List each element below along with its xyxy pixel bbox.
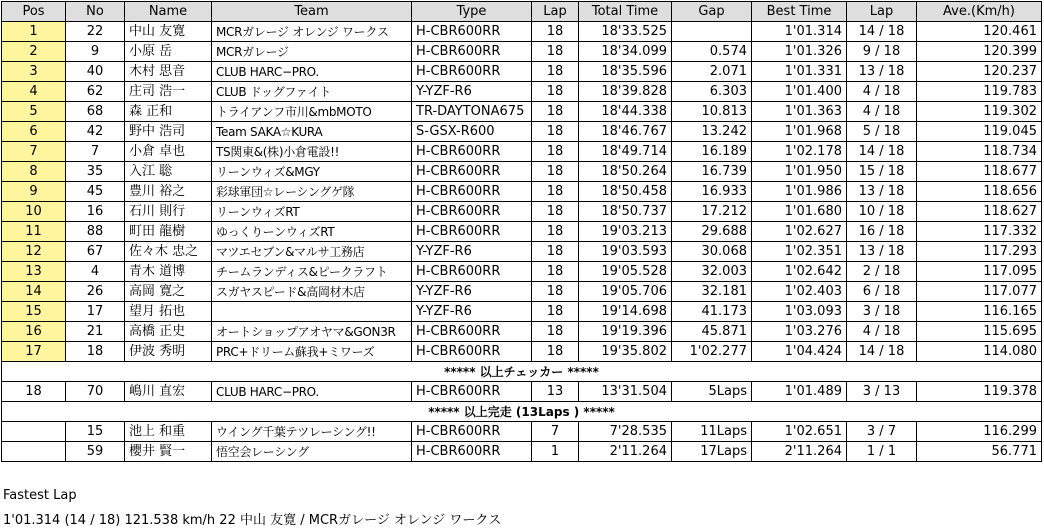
laps-cell: 18: [532, 42, 579, 62]
best-time-cell: 1'02.627: [752, 222, 847, 242]
total-time-cell: 19'05.706: [579, 282, 672, 302]
best-lap-cell: 2 / 18: [847, 262, 917, 282]
total-time-cell: 18'35.596: [579, 62, 672, 82]
table-row: [2, 282, 1042, 302]
column-header: Name: [125, 2, 212, 22]
number-cell: 4: [66, 262, 125, 282]
gap-cell: 13.242: [672, 122, 752, 142]
rider-name-cell: 池上 和重: [125, 422, 212, 442]
gap-cell: 41.173: [672, 302, 752, 322]
machine-type-cell: H-CBR600RR: [412, 342, 532, 362]
rider-name-cell: 野中 浩司: [125, 122, 212, 142]
rider-name-cell: 伊波 秀明: [125, 342, 212, 362]
column-header: Total Time: [579, 2, 672, 22]
total-time-cell: 13'31.504: [579, 382, 672, 402]
column-header: Gap: [672, 2, 752, 22]
machine-type-cell: H-CBR600RR: [412, 262, 532, 282]
results-body: [2, 22, 1042, 462]
best-lap-cell: 6 / 18: [847, 282, 917, 302]
team-cell: [212, 302, 412, 322]
team-cell: CLUB ドッグファイト: [212, 82, 412, 102]
fastest-lap-text: 1'01.314 (14 / 18) 121.538 km/h 22 中山 友寛 / MCRガレージ オレンジ ワークス: [3, 513, 502, 528]
average-speed-cell: 120.237: [917, 62, 1042, 82]
best-time-cell: 1'03.093: [752, 302, 847, 322]
best-lap-cell: 13 / 18: [847, 242, 917, 262]
best-time-cell: 1'02.178: [752, 142, 847, 162]
machine-type-cell: Y-YZF-R6: [412, 242, 532, 262]
best-lap-cell: 3 / 13: [847, 382, 917, 402]
best-time-cell: 1'01.400: [752, 82, 847, 102]
total-time-cell: 18'34.099: [579, 42, 672, 62]
best-time-cell: 1'02.351: [752, 242, 847, 262]
total-time-cell: 18'44.338: [579, 102, 672, 122]
laps-cell: 7: [532, 422, 579, 442]
best-lap-cell: 16 / 18: [847, 222, 917, 242]
machine-type-cell: H-CBR600RR: [412, 222, 532, 242]
best-lap-cell: 14 / 18: [847, 22, 917, 42]
position-cell: 9: [2, 182, 66, 202]
table-row: [2, 82, 1042, 102]
gap-cell: 17.212: [672, 202, 752, 222]
average-speed-cell: 118.656: [917, 182, 1042, 202]
gap-cell: 29.688: [672, 222, 752, 242]
number-cell: 7: [66, 142, 125, 162]
laps-cell: 18: [532, 262, 579, 282]
average-speed-cell: 120.399: [917, 42, 1042, 62]
machine-type-cell: TR-DAYTONA675: [412, 102, 532, 122]
team-cell: MCRガレージ オレンジ ワークス: [212, 22, 412, 42]
team-cell: チームランディス&ピークラフト: [212, 262, 412, 282]
laps-cell: 18: [532, 62, 579, 82]
rider-name-cell: 高岡 寛之: [125, 282, 212, 302]
total-time-cell: 19'35.802: [579, 342, 672, 362]
machine-type-cell: Y-YZF-R6: [412, 82, 532, 102]
position-cell: 3: [2, 62, 66, 82]
machine-type-cell: S-GSX-R600: [412, 122, 532, 142]
table-row: [2, 222, 1042, 242]
team-cell: TS関東&(株)小倉電設!!: [212, 142, 412, 162]
team-cell: トライアンフ市川&mbMOTO: [212, 102, 412, 122]
column-header: Team: [212, 2, 412, 22]
team-cell: スガヤスピード&高岡材木店: [212, 282, 412, 302]
average-speed-cell: 117.095: [917, 262, 1042, 282]
column-header: Lap: [532, 2, 579, 22]
best-lap-cell: 13 / 18: [847, 182, 917, 202]
separator-row: [2, 402, 1042, 422]
rider-name-cell: 木村 思音: [125, 62, 212, 82]
table-row: [2, 142, 1042, 162]
position-cell: 6: [2, 122, 66, 142]
rider-name-cell: 高橋 正史: [125, 322, 212, 342]
number-cell: 68: [66, 102, 125, 122]
total-time-cell: 7'28.535: [579, 422, 672, 442]
total-time-cell: 18'50.458: [579, 182, 672, 202]
table-row: [2, 62, 1042, 82]
laps-cell: 1: [532, 442, 579, 462]
best-time-cell: 1'01.363: [752, 102, 847, 122]
team-cell: PRC+ドリーム蘇我+ミワーズ: [212, 342, 412, 362]
laps-cell: 18: [532, 202, 579, 222]
best-time-cell: 1'04.424: [752, 342, 847, 362]
total-time-cell: 19'05.528: [579, 262, 672, 282]
total-time-cell: 18'39.828: [579, 82, 672, 102]
average-speed-cell: 115.695: [917, 322, 1042, 342]
position-cell: 16: [2, 322, 66, 342]
separator-row: [2, 362, 1042, 382]
machine-type-cell: H-CBR600RR: [412, 322, 532, 342]
number-cell: 18: [66, 342, 125, 362]
position-cell: 8: [2, 162, 66, 182]
total-time-cell: 19'03.593: [579, 242, 672, 262]
best-lap-cell: 3 / 18: [847, 302, 917, 322]
team-cell: MCRガレージ: [212, 42, 412, 62]
machine-type-cell: H-CBR600RR: [412, 182, 532, 202]
number-cell: 16: [66, 202, 125, 222]
machine-type-cell: H-CBR600RR: [412, 62, 532, 82]
number-cell: 17: [66, 302, 125, 322]
gap-cell: 16.189: [672, 142, 752, 162]
average-speed-cell: 118.627: [917, 202, 1042, 222]
column-header: Best Time: [752, 2, 847, 22]
gap-cell: 2.071: [672, 62, 752, 82]
average-speed-cell: 119.302: [917, 102, 1042, 122]
average-speed-cell: 119.045: [917, 122, 1042, 142]
rider-name-cell: 青木 道博: [125, 262, 212, 282]
separator-label: ***** 以上完走 (13Laps ) *****: [2, 402, 1042, 422]
laps-cell: 18: [532, 342, 579, 362]
rider-name-cell: 嶋川 直宏: [125, 382, 212, 402]
table-row: [2, 42, 1042, 62]
gap-cell: 6.303: [672, 82, 752, 102]
laps-cell: 13: [532, 382, 579, 402]
machine-type-cell: H-CBR600RR: [412, 162, 532, 182]
best-time-cell: 1'02.651: [752, 422, 847, 442]
gap-cell: 1'02.277: [672, 342, 752, 362]
gap-cell: 16.739: [672, 162, 752, 182]
position-cell: 13: [2, 262, 66, 282]
number-cell: 9: [66, 42, 125, 62]
position-cell: 4: [2, 82, 66, 102]
best-time-cell: 1'01.326: [752, 42, 847, 62]
machine-type-cell: H-CBR600RR: [412, 382, 532, 402]
number-cell: 45: [66, 182, 125, 202]
best-lap-cell: 14 / 18: [847, 342, 917, 362]
position-cell: 11: [2, 222, 66, 242]
best-lap-cell: 3 / 7: [847, 422, 917, 442]
gap-cell: 17Laps: [672, 442, 752, 462]
laps-cell: 18: [532, 142, 579, 162]
average-speed-cell: 118.677: [917, 162, 1042, 182]
team-cell: CLUB HARC−PRO.: [212, 62, 412, 82]
column-header: No: [66, 2, 125, 22]
average-speed-cell: 119.783: [917, 82, 1042, 102]
machine-type-cell: H-CBR600RR: [412, 22, 532, 42]
table-row: [2, 342, 1042, 362]
number-cell: 88: [66, 222, 125, 242]
rider-name-cell: 中山 友寛: [125, 22, 212, 42]
total-time-cell: 19'19.396: [579, 322, 672, 342]
position-cell: 14: [2, 282, 66, 302]
gap-cell: 5Laps: [672, 382, 752, 402]
team-cell: マツエセブン&マルサ工務店: [212, 242, 412, 262]
average-speed-cell: 117.077: [917, 282, 1042, 302]
table-row: [2, 182, 1042, 202]
column-header: Lap: [847, 2, 917, 22]
separator-label: ***** 以上チェッカー *****: [2, 362, 1042, 382]
team-cell: ゆっくりーンウィズRT: [212, 222, 412, 242]
table-row: [2, 202, 1042, 222]
total-time-cell: 18'33.525: [579, 22, 672, 42]
total-time-cell: 2'11.264: [579, 442, 672, 462]
gap-cell: 11Laps: [672, 422, 752, 442]
best-time-cell: 1'01.950: [752, 162, 847, 182]
laps-cell: 18: [532, 222, 579, 242]
position-cell: [2, 422, 66, 442]
gap-cell: 32.181: [672, 282, 752, 302]
position-cell: 1: [2, 22, 66, 42]
position-cell: 5: [2, 102, 66, 122]
position-cell: 15: [2, 302, 66, 322]
average-speed-cell: 119.378: [917, 382, 1042, 402]
rider-name-cell: 小原 岳: [125, 42, 212, 62]
team-cell: 悟空会レーシング: [212, 442, 412, 462]
gap-cell: 16.933: [672, 182, 752, 202]
team-cell: オートショップアオヤマ&GON3R: [212, 322, 412, 342]
best-lap-cell: 4 / 18: [847, 102, 917, 122]
team-cell: 彩球軍団☆レーシングゲ隊: [212, 182, 412, 202]
number-cell: 22: [66, 22, 125, 42]
gap-cell: [672, 22, 752, 42]
table-row: [2, 102, 1042, 122]
rider-name-cell: 望月 拓也: [125, 302, 212, 322]
average-speed-cell: 116.165: [917, 302, 1042, 322]
number-cell: 15: [66, 422, 125, 442]
results-table: [1, 1, 1042, 462]
machine-type-cell: Y-YZF-R6: [412, 302, 532, 322]
position-cell: 2: [2, 42, 66, 62]
average-speed-cell: 56.771: [917, 442, 1042, 462]
laps-cell: 18: [532, 102, 579, 122]
gap-cell: 0.574: [672, 42, 752, 62]
gap-cell: 30.068: [672, 242, 752, 262]
number-cell: 42: [66, 122, 125, 142]
laps-cell: 18: [532, 162, 579, 182]
gap-cell: 10.813: [672, 102, 752, 122]
laps-cell: 18: [532, 242, 579, 262]
number-cell: 21: [66, 322, 125, 342]
total-time-cell: 19'03.213: [579, 222, 672, 242]
laps-cell: 18: [532, 322, 579, 342]
table-row: [2, 122, 1042, 142]
gap-cell: 45.871: [672, 322, 752, 342]
column-header: Ave.(Km/h): [917, 2, 1042, 22]
gap-cell: 32.003: [672, 262, 752, 282]
machine-type-cell: H-CBR600RR: [412, 142, 532, 162]
rider-name-cell: 佐々木 忠之: [125, 242, 212, 262]
rider-name-cell: 森 正和: [125, 102, 212, 122]
fastest-lap-label: Fastest Lap: [3, 488, 77, 503]
number-cell: 59: [66, 442, 125, 462]
laps-cell: 18: [532, 22, 579, 42]
average-speed-cell: 118.734: [917, 142, 1042, 162]
best-lap-cell: 4 / 18: [847, 82, 917, 102]
position-cell: 18: [2, 382, 66, 402]
best-time-cell: 1'02.403: [752, 282, 847, 302]
team-cell: CLUB HARC−PRO.: [212, 382, 412, 402]
total-time-cell: 18'50.264: [579, 162, 672, 182]
total-time-cell: 18'46.767: [579, 122, 672, 142]
best-time-cell: 2'11.264: [752, 442, 847, 462]
laps-cell: 18: [532, 302, 579, 322]
laps-cell: 18: [532, 182, 579, 202]
best-time-cell: 1'01.680: [752, 202, 847, 222]
table-row: [2, 162, 1042, 182]
rider-name-cell: 櫻井 賢一: [125, 442, 212, 462]
column-header: Type: [412, 2, 532, 22]
rider-name-cell: 石川 則行: [125, 202, 212, 222]
best-lap-cell: 5 / 18: [847, 122, 917, 142]
rider-name-cell: 小倉 卓也: [125, 142, 212, 162]
column-header: Pos: [2, 2, 66, 22]
number-cell: 62: [66, 82, 125, 102]
best-lap-cell: 13 / 18: [847, 62, 917, 82]
position-cell: 17: [2, 342, 66, 362]
machine-type-cell: H-CBR600RR: [412, 442, 532, 462]
position-cell: 7: [2, 142, 66, 162]
best-lap-cell: 10 / 18: [847, 202, 917, 222]
table-row: [2, 322, 1042, 342]
machine-type-cell: H-CBR600RR: [412, 42, 532, 62]
rider-name-cell: 庄司 浩一: [125, 82, 212, 102]
position-cell: 12: [2, 242, 66, 262]
best-lap-cell: 1 / 1: [847, 442, 917, 462]
team-cell: ウイング千葉テツレーシング!!: [212, 422, 412, 442]
best-lap-cell: 15 / 18: [847, 162, 917, 182]
number-cell: 35: [66, 162, 125, 182]
number-cell: 70: [66, 382, 125, 402]
laps-cell: 18: [532, 82, 579, 102]
best-lap-cell: 14 / 18: [847, 142, 917, 162]
best-lap-cell: 4 / 18: [847, 322, 917, 342]
total-time-cell: 18'49.714: [579, 142, 672, 162]
number-cell: 26: [66, 282, 125, 302]
laps-cell: 18: [532, 122, 579, 142]
average-speed-cell: 120.461: [917, 22, 1042, 42]
number-cell: 67: [66, 242, 125, 262]
table-row: [2, 302, 1042, 322]
table-row: [2, 242, 1042, 262]
table-row: [2, 382, 1042, 402]
best-time-cell: 1'01.331: [752, 62, 847, 82]
table-row: [2, 22, 1042, 42]
rider-name-cell: 豊川 裕之: [125, 182, 212, 202]
table-row: [2, 422, 1042, 442]
best-time-cell: 1'01.314: [752, 22, 847, 42]
total-time-cell: 19'14.698: [579, 302, 672, 322]
best-lap-cell: 9 / 18: [847, 42, 917, 62]
total-time-cell: 18'50.737: [579, 202, 672, 222]
machine-type-cell: H-CBR600RR: [412, 422, 532, 442]
table-row: [2, 442, 1042, 462]
position-cell: [2, 442, 66, 462]
position-cell: 10: [2, 202, 66, 222]
average-speed-cell: 114.080: [917, 342, 1042, 362]
team-cell: リーンウィズ&MGY: [212, 162, 412, 182]
best-time-cell: 1'01.489: [752, 382, 847, 402]
best-time-cell: 1'01.968: [752, 122, 847, 142]
header-row: [2, 2, 1042, 22]
number-cell: 40: [66, 62, 125, 82]
team-cell: リーンウィズRT: [212, 202, 412, 222]
best-time-cell: 1'01.986: [752, 182, 847, 202]
laps-cell: 18: [532, 282, 579, 302]
table-row: [2, 262, 1042, 282]
best-time-cell: 1'02.642: [752, 262, 847, 282]
rider-name-cell: 入江 聡: [125, 162, 212, 182]
average-speed-cell: 117.293: [917, 242, 1042, 262]
rider-name-cell: 町田 龍樹: [125, 222, 212, 242]
average-speed-cell: 117.332: [917, 222, 1042, 242]
machine-type-cell: Y-YZF-R6: [412, 282, 532, 302]
team-cell: Team SAKA☆KURA: [212, 122, 412, 142]
best-time-cell: 1'03.276: [752, 322, 847, 342]
average-speed-cell: 116.299: [917, 422, 1042, 442]
machine-type-cell: H-CBR600RR: [412, 202, 532, 222]
